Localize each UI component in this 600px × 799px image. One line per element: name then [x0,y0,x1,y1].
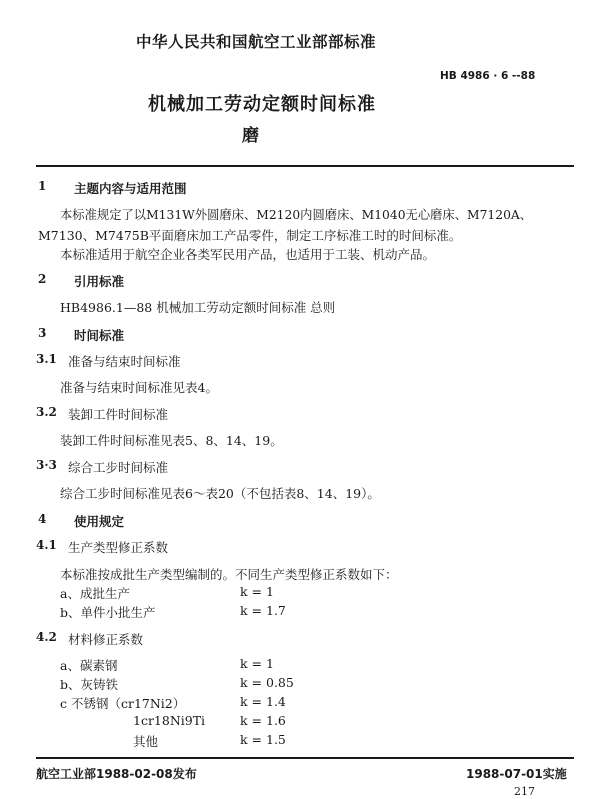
referenced-standard: HB4986.1—88 机械加工劳动定额时间标准 总则 [60,300,336,315]
section-3-1-number: 3.1 [36,352,57,366]
section-2-title: 引用标准 [74,274,125,289]
table-row-label: a、碳素钢 [60,658,118,673]
table-row-label: a、成批生产 [60,586,130,601]
section-4-title: 使用规定 [74,514,125,529]
section-3-2-title: 装卸工件时间标准 [68,407,169,422]
section-2-number: 2 [38,272,47,286]
section-3-3-text: 综合工步时间标准见表6～表20（不包括表8、14、19）。 [60,486,380,501]
footer-divider [36,757,574,759]
document-subtitle: 磨 [242,126,259,146]
section-4-1-intro: 本标准按成批生产类型编制的。不同生产类型修正系数如下： [60,567,398,582]
section-4-number: 4 [38,512,47,526]
standard-code: HB 4986 · 6 --88 [440,70,536,82]
section-3-number: 3 [38,326,47,340]
section-1-paragraph-line-1: 本标准规定了以M131W外圆磨床、M2120内圆磨床、M1040无心磨床、M7120A、 [60,208,533,222]
section-3-3-title: 综合工步时间标准 [68,460,169,475]
section-4-1-title: 生产类型修正系数 [68,540,169,555]
header-divider [36,165,574,167]
section-4-2-title: 材料修正系数 [68,632,144,647]
section-4-2-number: 4.2 [36,630,57,644]
section-3-1-text: 准备与结束时间标准见表4。 [60,380,218,395]
issue-date: 航空工业部1988-02-08发布 [36,767,197,781]
table-row-value: k = 1 [240,584,274,599]
section-1-paragraph-2: 本标准适用于航空企业各类军民用产品，也适用于工装、机动产品。 [60,247,436,262]
table-row-label: c 不锈钢（cr17Ni2） [60,696,186,711]
table-row-value: k = 1.4 [240,694,286,709]
section-3-1-title: 准备与结束时间标准 [68,354,181,369]
section-3-title: 时间标准 [74,328,125,343]
issuing-authority: 中华人民共和国航空工业部部标准 [136,33,377,51]
document-title: 机械加工劳动定额时间标准 [148,94,376,115]
section-3-2-number: 3.2 [36,405,57,419]
section-3-3-number: 3·3 [36,458,57,472]
table-row-value: k = 0.85 [240,675,294,690]
page-number: 217 [514,785,535,798]
table-row-label: 1cr18Ni9Ti [133,713,206,728]
section-1-paragraph-line-2: M7130、M7475B平面磨床加工产品零件，制定工序标准工时的时间标准。 [38,228,462,243]
table-row-label: b、单件小批生产 [60,605,156,620]
table-row-value: k = 1.7 [240,603,286,618]
section-3-2-text: 装卸工件时间标准见表5、8、14、19。 [60,433,283,448]
section-1-number: 1 [38,179,47,193]
table-row-label: b、灰铸铁 [60,677,119,692]
effective-date: 1988-07-01实施 [466,767,567,781]
section-4-1-number: 4.1 [36,538,57,552]
table-row-value: k = 1 [240,656,274,671]
section-1-title: 主题内容与适用范围 [74,181,187,196]
table-row-label: 其他 [133,734,159,749]
table-row-value: k = 1.6 [240,713,286,728]
table-row-value: k = 1.5 [240,732,286,747]
